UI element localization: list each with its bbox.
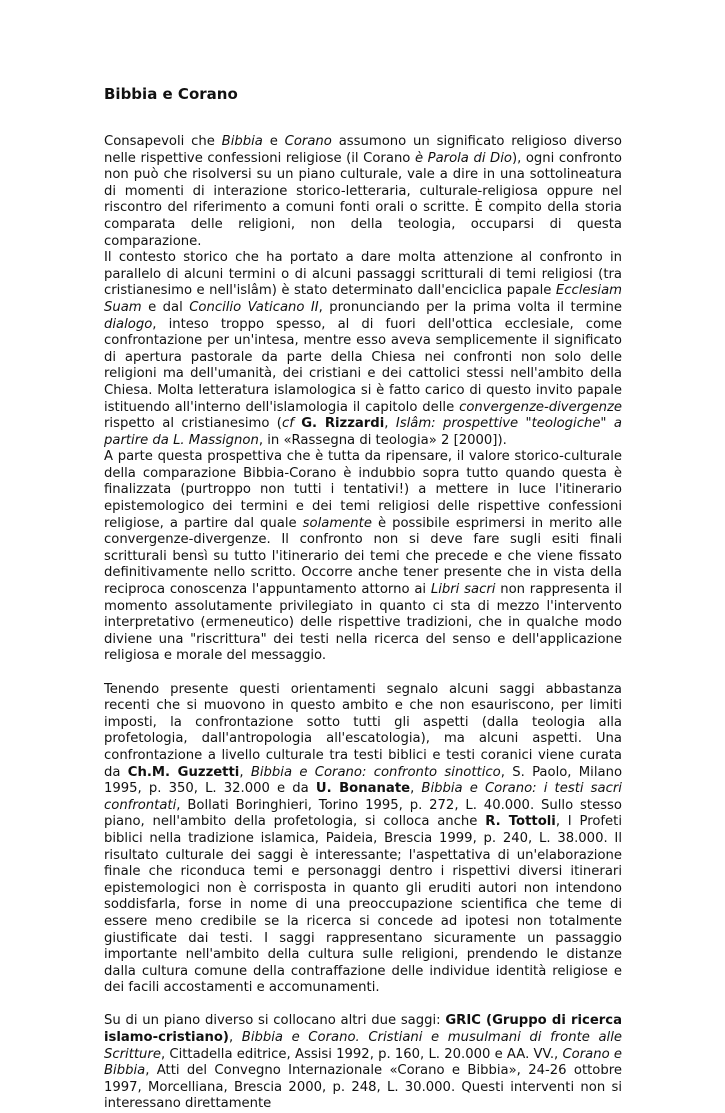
text-run: , pronunciando per la prima volta il termine: [318, 299, 622, 315]
paragraph: [104, 682, 622, 997]
text-run: Il contesto storico che ha portato a dare molta attenzione al confronto in parallelo di alcuni termini o di alcuni passaggi scritturali di temi religiosi (tra cristianesimo e nell'islâm) è stato determinato dall'enciclica papale: [104, 250, 622, 299]
text-run: , Cittadella editrice, Assisi 1992, p. 160, L. 20.000 e AA. VV.,: [160, 1046, 563, 1062]
text-run: è possibile esprimersi in merito alle convergenze-divergenze. Il confronto non si deve fare sugli esiti finali scritturali bensì su tutto l'itinerario dei temi che precede e che viene fissato definitivamente nello scritto. Occorre anche tener presente che in vista della reciproca conoscenza l'appuntamento attorno ai: [104, 515, 622, 598]
italic-text-run: solamente: [302, 515, 372, 531]
bold-text-run: R. Tottoli: [485, 814, 556, 830]
text-run: rispetto al cristianesimo (: [104, 416, 282, 432]
italic-text-run: dialogo: [104, 316, 153, 332]
text-run: Tenendo presente questi orientamenti segnalo alcuni saggi abbastanza recenti che si muovono in questo ambito e che non esauriscono, per limiti imposti, la confrontazione sotto tutti gli aspetti (dalla teologia alla profetologia, dall'antropologia all'escatologia), ma alcuni aspetti. Una confrontazione a livello culturale tra testi biblici e testi coranici viene curata da: [104, 681, 622, 780]
italic-text-run: Islâm: prospettive "teologiche" a partire da L. Massignon: [104, 416, 622, 448]
text-run: ,: [384, 416, 396, 432]
text-run: non rappresenta il momento assolutamente privilegiato in quanto ci sta di mezzo l'intervento interpretativo (ermeneutico) delle rispettive tradizioni, che in qualche modo diviene una "riscrittura" dei testi nella ricerca del senso e dell'applicazione religiosa e morale del messaggio.: [104, 582, 622, 664]
text-run: , in «Rassegna di teologia» 2 [2000]).: [258, 432, 507, 448]
paragraph: [104, 1013, 622, 1113]
text-run: A parte questa prospettiva che è tutta da ripensare, il valore storico-culturale della comparazione Bibbia-Corano è indubbio sopra tutto quando questa è finalizzata (purtroppo non tutti i tentativi!) a mettere in luce l'itinerario epistemologico dei termini e dei temi religiosi delle rispettive confessioni religiose, a partire dal quale: [104, 449, 622, 531]
italic-text-run: è Parola di Dio: [414, 150, 512, 166]
document-title: Bibbia e Corano: [104, 85, 238, 103]
document-page: [104, 84, 622, 1113]
paragraph: [104, 250, 622, 449]
paragraph: [104, 134, 622, 250]
text-run: assumono un significato religioso diverso nelle rispettive confessioni religiose (il Corano: [104, 134, 622, 166]
text-run: ,: [228, 1030, 242, 1046]
text-run: ,: [239, 764, 251, 780]
text-run: ,: [410, 781, 422, 797]
bold-text-run: U. Bonanate: [315, 781, 411, 797]
paragraph: [104, 449, 622, 665]
text-run: ), ogni confronto non può che risolversi su un piano culturale, vale a dire in una sottolineatura di momenti di interazione storico-letteraria, culturale-religiosa oppure nel riscontro del riferimento a comuni fonti orali o scritte. È compito della storia comparata delle religioni, non della teologia, occuparsi di questa comparazione.: [104, 150, 622, 249]
bold-text-run: GRIC (Gruppo di ricerca islamo-cristiano): [104, 1013, 622, 1046]
italic-text-run: cf: [281, 416, 294, 432]
italic-text-run: Bibbia: [221, 134, 263, 149]
italic-text-run: Corano e Bibbia: [104, 1046, 622, 1079]
text-run: , Bollati Boringhieri, Torino 1995, p. 272, L. 40.000. Sullo stesso piano, nell'ambito della profetologia, si colloca anche: [104, 797, 622, 830]
text-run: , S. Paolo, Milano 1995, p. 350, L. 32.000 e da: [104, 764, 623, 797]
bold-text-run: Ch.M. Guzzetti: [127, 764, 240, 780]
italic-text-run: Ecclesiam Suam: [104, 283, 622, 315]
italic-text-run: Corano: [284, 134, 332, 149]
text-run: Su di un piano diverso si collocano altri due saggi:: [104, 1013, 446, 1029]
italic-text-run: convergenze-divergenze: [459, 399, 622, 415]
text-run: e dal: [141, 299, 190, 315]
italic-text-run: Bibbia e Corano. Cristiani e musulmani di fronte alle Scritture: [104, 1030, 622, 1062]
text-run: e: [262, 134, 285, 149]
text-run: , I Profeti biblici nella tradizione islamica, Paideia, Brescia 1999, p. 240, L. 38.000. Il risultato culturale dei saggi è interessante; l'aspettativa di un'elaborazione finale che riconduca temi e personaggi dentro i rispettivi diversi itinerari epistemologici non è corrisposta in quanto gli eruditi autori non intendono soddisfarla, forse in nome di una preoccupazione scientifica che teme di essere meno credibile se la ricerca si concede ad ipotesi non totalmente giustificate dai testi. I saggi rappresentano sicuramente un passaggio importante nell'ambito della cultura sulle religioni, prendendo le distanze dalla cultura comune della contraffazione delle individue identità religiose e dei facili accostamenti e accomunamenti.: [104, 814, 622, 996]
italic-text-run: Bibbia e Corano: i testi sacri confrontati: [104, 781, 622, 813]
text-run: , inteso troppo spesso, al di fuori dell'ottica ecclesiale, come confrontazione per un'intesa, mentre esso aveva semplicemente il significato di apertura pastorale da parte della Chiesa nei confronti non solo delle religioni ma dell'umanità, dei cristiani e dei cattolici stessi nell'ambito della Chiesa. Molta letteratura islamologica si è fatto carico di questo invito papale istituendo all'interno dell'islamologia il capitolo delle: [104, 316, 622, 415]
text-run: Consapevoli che: [104, 134, 222, 149]
paragraph-spacer: [104, 997, 622, 1014]
italic-text-run: Concilio Vaticano II: [189, 299, 319, 315]
italic-text-run: Libri sacri: [430, 582, 496, 598]
paragraph-spacer: [104, 665, 622, 682]
italic-text-run: Bibbia e Corano: confronto sinottico: [250, 764, 501, 780]
bold-text-run: G. Rizzardi: [301, 416, 385, 432]
text-run: , Atti del Convegno Internazionale «Corano e Bibbia», 24-26 ottobre 1997, Morcelliana, Brescia 2000, p. 248, L. 30.000. Questi interventi non si interessano direttamente: [104, 1063, 622, 1112]
